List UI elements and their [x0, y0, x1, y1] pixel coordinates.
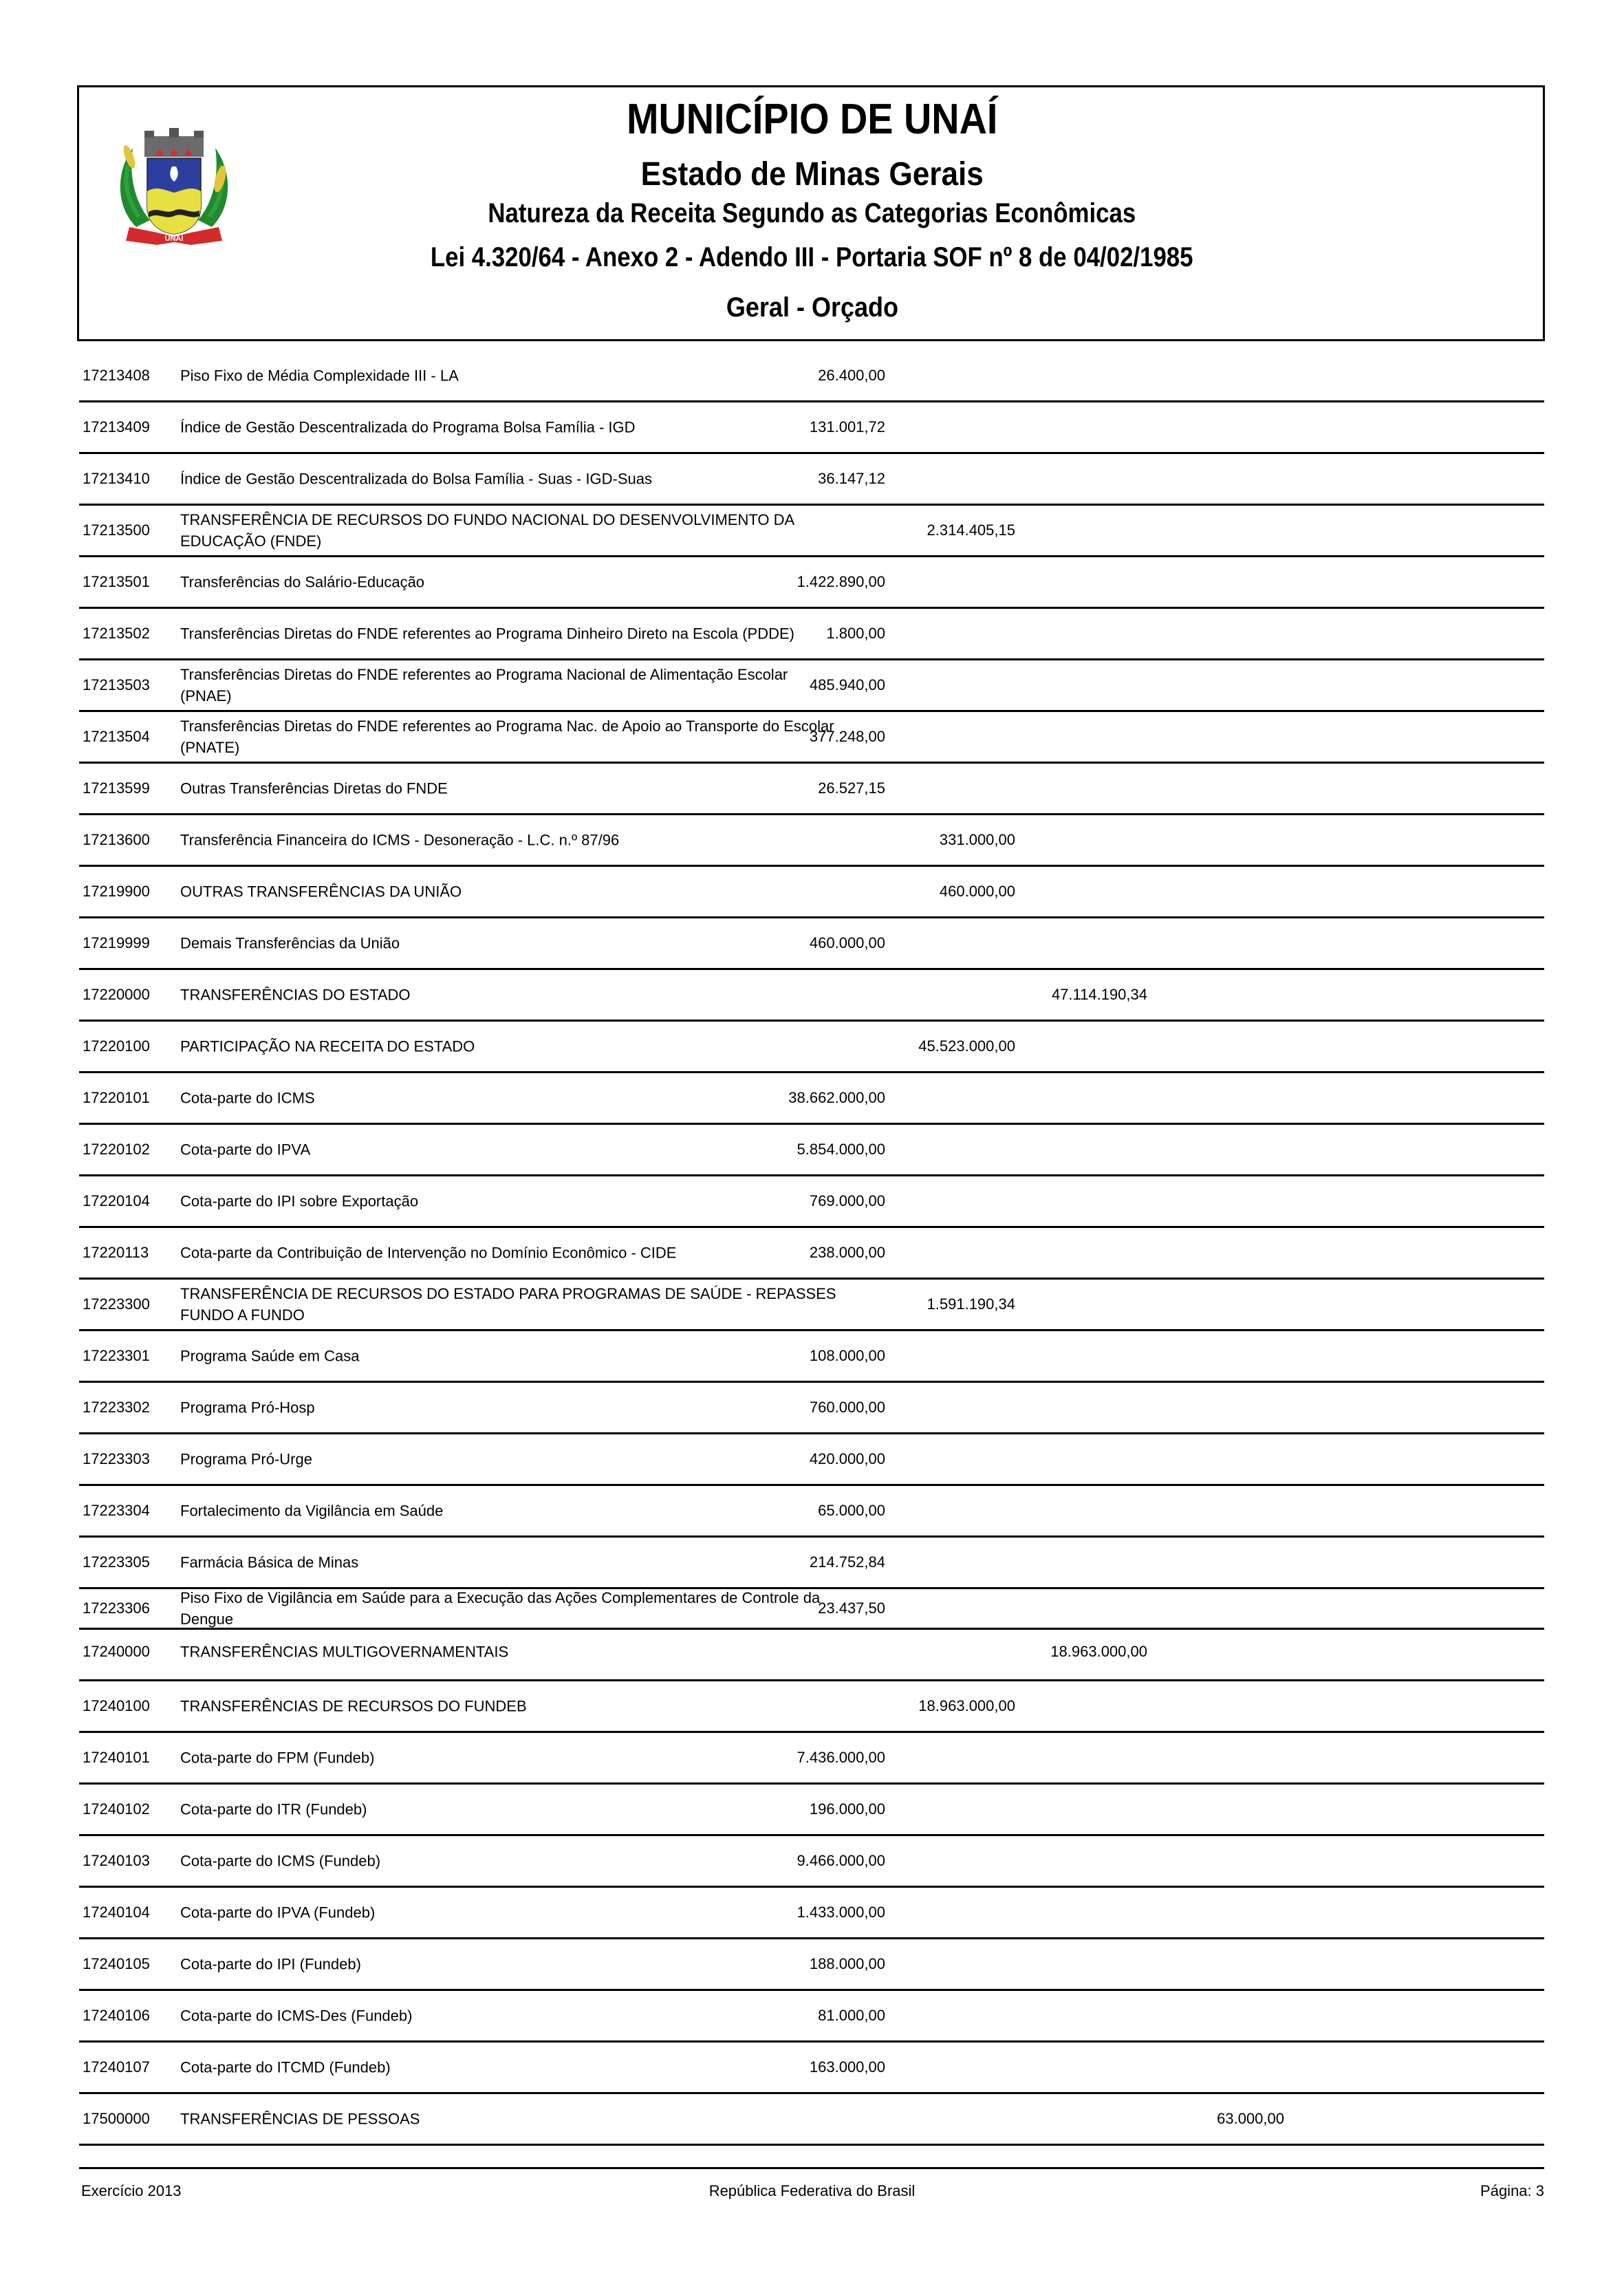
row-code: 17223300: [83, 1295, 150, 1313]
row-value: 214.752,84: [809, 1553, 885, 1571]
row-description: Cota-parte do IPI (Fundeb): [180, 1955, 361, 1973]
row-description: Cota-parte do IPVA: [180, 1141, 311, 1159]
table-row: [79, 1785, 1544, 1836]
row-description: TRANSFERÊNCIA DE RECURSOS DO ESTADO PARA PROGRAMAS DE SAÚDE - REPASSES FUNDO A FUNDO: [180, 1285, 836, 1324]
row-description: Cota-parte do FPM (Fundeb): [180, 1749, 375, 1767]
row-code: 17500000: [83, 2110, 150, 2127]
row-description: Transferências Diretas do FNDE referentes ao Programa Nacional de Alimentação Escolar (PNAE): [180, 666, 788, 704]
row-value: 1.591.190,34: [927, 1295, 1015, 1313]
table-row: [79, 660, 1544, 712]
row-value: 331.000,00: [939, 831, 1015, 848]
table-row: [79, 1939, 1544, 1991]
row-code: 17240107: [83, 2058, 150, 2076]
row-value: 769.000,00: [809, 1192, 885, 1209]
row-description: Índice de Gestão Descentralizada do Bolsa Família - Suas - IGD-Suas: [180, 470, 652, 488]
row-code: 17213502: [83, 625, 150, 642]
row-value: 238.000,00: [809, 1244, 885, 1261]
row-description: TRANSFERÊNCIA DE RECURSOS DO FUNDO NACIONAL DO DESENVOLVIMENTO DA EDUCAÇÃO (FNDE): [180, 511, 794, 550]
table-row: [79, 867, 1544, 918]
table-row: [79, 2043, 1544, 2094]
row-value: 163.000,00: [809, 2058, 885, 2076]
table-row: [79, 1589, 1544, 1630]
row-value: 81.000,00: [818, 2007, 885, 2024]
row-value: 196.000,00: [809, 1800, 885, 1818]
row-description: Transferências Diretas do FNDE referentes ao Programa Nac. de Apoio ao Transporte do Escolar (PNATE): [180, 718, 834, 756]
row-code: 17220104: [83, 1192, 150, 1209]
row-value: 5.854.000,00: [797, 1141, 885, 1158]
row-code: 17219999: [83, 934, 150, 951]
row-code: 17213504: [83, 728, 150, 745]
row-description: Farmácia Básica de Minas: [180, 1553, 359, 1571]
table-row: [79, 1383, 1544, 1434]
footer-divider: [79, 2167, 1544, 2169]
row-value: 485.940,00: [809, 676, 885, 693]
row-code: 17223305: [83, 1553, 150, 1571]
row-code: 17213501: [83, 573, 150, 590]
row-code: 17220000: [83, 986, 150, 1003]
row-code: 17220101: [83, 1089, 150, 1106]
row-description: Programa Pró-Hosp: [180, 1399, 315, 1416]
row-description: TRANSFERÊNCIAS DO ESTADO: [180, 986, 411, 1004]
table-row: [79, 1073, 1544, 1125]
row-code: 17240105: [83, 1955, 150, 1972]
row-value: 38.662.000,00: [788, 1089, 885, 1106]
row-value: 9.466.000,00: [797, 1852, 885, 1869]
row-value: 377.248,00: [809, 728, 885, 745]
row-value: 188.000,00: [809, 1955, 885, 1972]
table-row: [79, 1836, 1544, 1888]
row-value: 2.314.405,15: [927, 521, 1015, 539]
row-description: Transferência Financeira do ICMS - Desoneração - L.C. n.º 87/96: [180, 831, 620, 849]
row-description: Cota-parte do ICMS-Des (Fundeb): [180, 2007, 413, 2025]
row-description: Cota-parte do IPI sobre Exportação: [180, 1192, 419, 1210]
row-code: 17223302: [83, 1399, 150, 1416]
row-value: 47.114.190,34: [1051, 986, 1147, 1003]
row-code: 17213500: [83, 521, 150, 539]
table-row: [79, 1733, 1544, 1785]
row-description: Cota-parte da Contribuição de Intervenção no Domínio Econômico - CIDE: [180, 1244, 677, 1262]
state-title-text: Estado de Minas Gerais: [640, 156, 984, 193]
row-code: 17240103: [83, 1852, 150, 1869]
row-value: 460.000,00: [939, 883, 1015, 900]
row-code: 17240000: [83, 1643, 150, 1660]
table-row: [79, 1888, 1544, 1939]
row-value: 36.147,12: [818, 470, 885, 487]
row-code: 17240100: [83, 1697, 150, 1714]
row-description: Outras Transferências Diretas do FNDE: [180, 779, 448, 797]
row-code: 17223303: [83, 1450, 150, 1467]
row-code: 17213600: [83, 831, 150, 848]
table-row: [79, 815, 1544, 867]
table-row: [79, 1331, 1544, 1383]
state-title: [0, 155, 1624, 193]
row-description: Cota-parte do ICMS: [180, 1089, 315, 1107]
table-row: [79, 454, 1544, 506]
table-row: [79, 712, 1544, 764]
row-description: TRANSFERÊNCIAS DE RECURSOS DO FUNDEB: [180, 1697, 527, 1715]
row-value: 45.523.000,00: [918, 1037, 1015, 1055]
table-row: [79, 1681, 1544, 1733]
report-scope: [0, 292, 1624, 323]
row-description: Fortalecimento da Vigilância em Saúde: [180, 1502, 444, 1520]
row-description: Cota-parte do IPVA (Fundeb): [180, 1904, 376, 1921]
row-code: 17223301: [83, 1347, 150, 1364]
report-title-text: Natureza da Receita Segundo as Categorias Econômicas: [488, 198, 1136, 228]
row-code: 17240102: [83, 1800, 150, 1818]
legal-reference: [0, 242, 1624, 273]
table-row: [79, 1630, 1544, 1681]
row-value: 26.527,15: [818, 779, 885, 797]
row-value: 108.000,00: [809, 1347, 885, 1364]
municipality-title: [0, 95, 1624, 144]
row-description: Cota-parte do ICMS (Fundeb): [180, 1852, 381, 1870]
table-row: [79, 1991, 1544, 2043]
row-value: 131.001,72: [809, 418, 885, 435]
row-description: Cota-parte do ITR (Fundeb): [180, 1800, 367, 1818]
row-code: 17220100: [83, 1037, 150, 1055]
row-description: PARTICIPAÇÃO NA RECEITA DO ESTADO: [180, 1037, 475, 1055]
table-row: [79, 1125, 1544, 1176]
table-row: [79, 764, 1544, 815]
row-code: 17213410: [83, 470, 150, 487]
row-value: 63.000,00: [1217, 2110, 1284, 2127]
row-code: 17219900: [83, 883, 150, 900]
row-value: 26.400,00: [818, 367, 885, 384]
row-code: 17220113: [83, 1244, 149, 1261]
row-value: 1.433.000,00: [797, 1904, 885, 1921]
footer-exercise: Exercício 2013: [81, 2182, 182, 2199]
row-description: Índice de Gestão Descentralizada do Programa Bolsa Família - IGD: [180, 418, 636, 436]
row-description: Transferências Diretas do FNDE referentes ao Programa Dinheiro Direto na Escola (PDDE): [180, 625, 794, 643]
table-row: [79, 402, 1544, 454]
table-row: [79, 1022, 1544, 1073]
table-row: [79, 2094, 1544, 2146]
row-description: OUTRAS TRANSFERÊNCIAS DA UNIÃO: [180, 883, 462, 901]
table-row: [79, 918, 1544, 970]
table-row: [79, 557, 1544, 609]
row-description: Piso Fixo de Média Complexidade III - LA: [180, 367, 459, 385]
row-code: 17240104: [83, 1904, 150, 1921]
table-row: [79, 609, 1544, 660]
footer-page-number: Página: 3: [1480, 2182, 1544, 2199]
row-code: 17213599: [83, 779, 150, 797]
table-row: [79, 1486, 1544, 1538]
row-description: Programa Pró-Urge: [180, 1450, 312, 1468]
table-row: [79, 1280, 1544, 1331]
legal-reference-text: Lei 4.320/64 - Anexo 2 - Adendo III - Portaria SOF nº 8 de 04/02/1985: [431, 242, 1193, 272]
row-code: 17213409: [83, 418, 150, 435]
table-row: [79, 970, 1544, 1022]
table-row: [79, 1176, 1544, 1228]
row-value: 65.000,00: [818, 1502, 885, 1519]
table-row: [79, 1228, 1544, 1280]
row-value: 7.436.000,00: [797, 1749, 885, 1766]
municipality-title-text: MUNICÍPIO DE UNAÍ: [626, 96, 998, 143]
table-row: [79, 351, 1544, 402]
row-description: Transferências do Salário-Educação: [180, 573, 425, 591]
table-row: [79, 1434, 1544, 1486]
row-description: Piso Fixo de Vigilância em Saúde para a Execução das Ações Complementares de Controle da Dengue: [180, 1589, 821, 1628]
row-description: Cota-parte do ITCMD (Fundeb): [180, 2058, 391, 2076]
row-code: 17223306: [83, 1599, 150, 1617]
row-description: Programa Saúde em Casa: [180, 1347, 360, 1365]
row-value: 420.000,00: [809, 1450, 885, 1467]
report-title: [0, 198, 1624, 229]
footer-country: República Federativa do Brasil: [708, 2182, 916, 2199]
table-row: [79, 506, 1544, 557]
row-value: 23.437,50: [818, 1599, 885, 1617]
logo-ribbon-text: UNAÍ: [164, 235, 184, 243]
row-value: 18.963.000,00: [1050, 1643, 1147, 1660]
row-code: 17223304: [83, 1502, 150, 1519]
row-value: 760.000,00: [809, 1399, 885, 1416]
row-value: 1.422.890,00: [797, 573, 885, 590]
row-code: 17240101: [83, 1749, 150, 1766]
row-value: 18.963.000,00: [918, 1697, 1015, 1714]
row-value: 460.000,00: [809, 934, 885, 951]
row-code: 17220102: [83, 1141, 150, 1158]
revenue-table: [79, 351, 1544, 2146]
row-code: 17213408: [83, 367, 150, 384]
row-description: TRANSFERÊNCIAS DE PESSOAS: [180, 2110, 420, 2128]
row-code: 17213503: [83, 676, 150, 693]
row-description: Demais Transferências da União: [180, 934, 400, 952]
report-scope-text: Geral - Orçado: [726, 292, 898, 323]
row-value: 1.800,00: [826, 625, 885, 642]
table-row: [79, 1538, 1544, 1589]
row-description: TRANSFERÊNCIAS MULTIGOVERNAMENTAIS: [180, 1643, 509, 1661]
row-code: 17240106: [83, 2007, 150, 2024]
